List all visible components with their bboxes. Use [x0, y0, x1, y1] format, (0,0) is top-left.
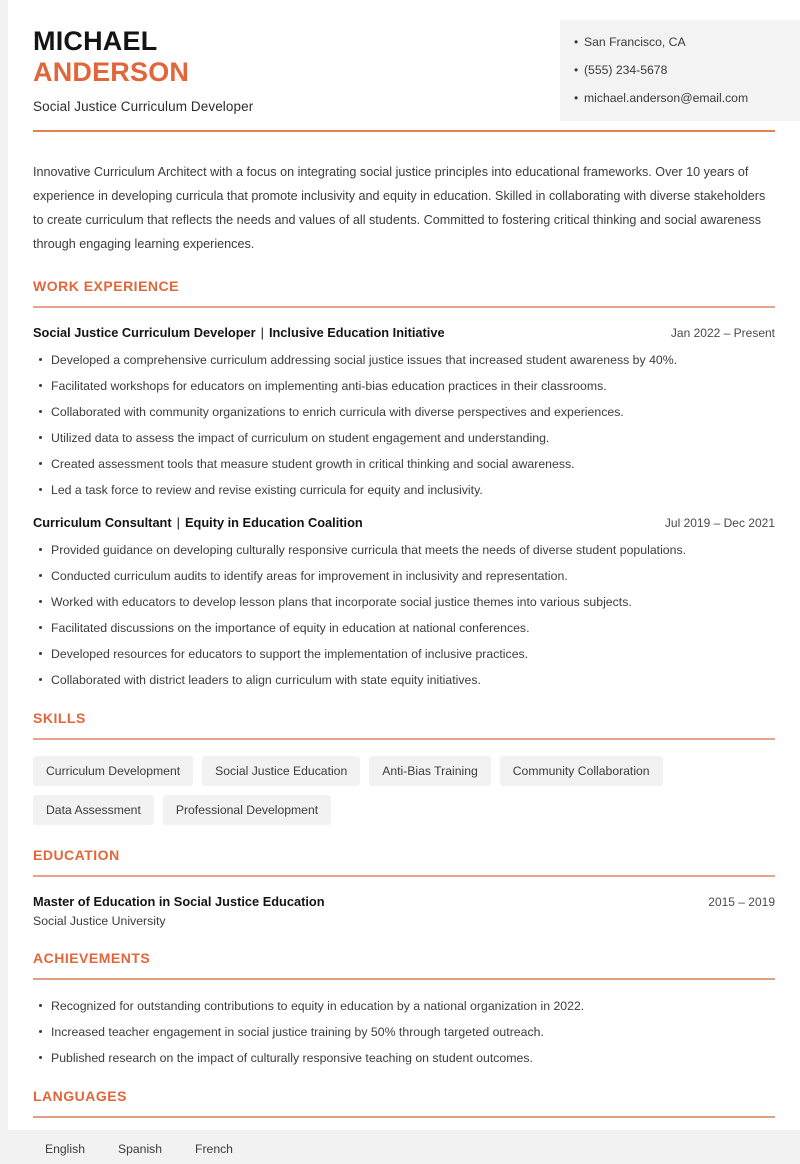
section-divider [33, 1116, 775, 1118]
section-divider [33, 978, 775, 980]
experience-entry [33, 515, 775, 688]
section-languages [33, 1088, 775, 1164]
experience-title-line [33, 515, 363, 530]
contact-info-box [560, 20, 800, 121]
list-item: Worked with educators to develop lesson plans that incorporate social justice themes into various subjects. [33, 594, 775, 610]
list-item: Developed a comprehensive curriculum addressing social justice issues that increased student awareness by 40%. [33, 352, 775, 368]
list-item: Collaborated with community organizations to enrich curricula with diverse perspectives and experiences. [33, 404, 775, 420]
education-entry [33, 894, 775, 928]
list-item: Recognized for outstanding contributions to equity in education by a national organization in 2022. [33, 998, 775, 1014]
first-name: MICHAEL [33, 26, 158, 56]
experience-role: Social Justice Curriculum Developer [33, 325, 256, 340]
list-item: Developed resources for educators to support the implementation of inclusive practices. [33, 646, 775, 662]
section-divider [33, 738, 775, 740]
experience-bullet-list [33, 352, 775, 498]
list-item: Published research on the impact of culturally responsive teaching on student outcomes. [33, 1050, 775, 1066]
bullet-icon: • [574, 63, 579, 77]
experience-date: Jul 2019 – Dec 2021 [664, 516, 775, 530]
experience-entry-header [33, 325, 775, 340]
experience-entry-header [33, 515, 775, 530]
title-separator: | [176, 515, 180, 530]
professional-title: Social Justice Curriculum Developer [33, 99, 254, 114]
bullet-icon: • [574, 35, 579, 49]
resume-page [8, 0, 800, 1156]
list-item: Increased teacher engagement in social justice training by 50% through targeted outreach. [33, 1024, 775, 1040]
skill-chip: Curriculum Development [33, 756, 193, 786]
languages-chip-list [33, 1134, 775, 1164]
language-chip: Spanish [106, 1134, 174, 1164]
list-item: Created assessment tools that measure student growth in critical thinking and social awareness. [33, 456, 775, 472]
experience-role: Curriculum Consultant [33, 515, 172, 530]
section-title-education: EDUCATION [33, 847, 120, 863]
section-skills [33, 710, 775, 825]
list-item: Conducted curriculum audits to identify areas for improvement in inclusivity and representation. [33, 568, 775, 584]
name-block [33, 26, 253, 114]
section-work-experience [33, 278, 775, 688]
education-degree: Master of Education in Social Justice Education [33, 894, 325, 909]
contact-phone [574, 62, 784, 79]
list-item: Collaborated with district leaders to align curriculum with state equity initiatives. [33, 672, 775, 688]
professional-summary: Innovative Curriculum Architect with a focus on integrating social justice principles into educational frameworks. Over 10 years of experience in developing curricula that promote inclusivity and equity in education. Skilled in collaborating with diverse stakeholders to create curriculum that reflects the needs and values of all students. Committed to fostering critical thinking and social awareness through engaging learning experiences. [33, 165, 766, 251]
experience-title-line [33, 325, 445, 340]
contact-location-text: San Francisco, CA [584, 35, 686, 49]
contact-location [574, 34, 784, 51]
section-divider [33, 875, 775, 877]
skill-chip: Professional Development [163, 795, 331, 825]
experience-bullet-list [33, 542, 775, 688]
resume-header [8, 0, 800, 120]
section-title-achievements: ACHIEVEMENTS [33, 950, 151, 966]
list-item: Facilitated workshops for educators on implementing anti-bias education practices in their classrooms. [33, 378, 775, 394]
list-item: Provided guidance on developing culturally responsive curricula that meets the needs of diverse student populations. [33, 542, 775, 558]
contact-phone-text: (555) 234-5678 [584, 63, 668, 77]
experience-date: Jan 2022 – Present [670, 326, 775, 340]
list-item: Facilitated discussions on the importance of equity in education at national conferences. [33, 620, 775, 636]
title-separator: | [260, 325, 264, 340]
education-institution: Social Justice University [33, 914, 166, 928]
section-title-work-experience: WORK EXPERIENCE [33, 278, 179, 294]
section-achievements [33, 950, 775, 1066]
skill-chip: Data Assessment [33, 795, 154, 825]
experience-entry [33, 325, 775, 498]
bullet-icon: • [574, 91, 579, 105]
achievements-list [33, 998, 775, 1066]
list-item: Utilized data to assess the impact of curriculum on student engagement and understanding. [33, 430, 775, 446]
last-name: ANDERSON [33, 57, 190, 87]
section-divider [33, 306, 775, 308]
experience-organization: Inclusive Education Initiative [268, 325, 445, 340]
header-divider [33, 130, 775, 132]
section-title-skills: SKILLS [33, 710, 86, 726]
skills-chip-list [33, 756, 775, 825]
experience-organization: Equity in Education Coalition [184, 515, 363, 530]
skill-chip: Community Collaboration [500, 756, 663, 786]
skill-chip: Anti-Bias Training [369, 756, 491, 786]
education-entry-header [33, 894, 775, 909]
resume-body [33, 160, 775, 1164]
contact-email[interactable] [574, 90, 784, 107]
language-chip: French [183, 1134, 245, 1164]
language-chip: English [33, 1134, 97, 1164]
section-title-languages: LANGUAGES [33, 1088, 127, 1104]
contact-email-text[interactable]: michael.anderson@email.com [584, 91, 749, 105]
education-date: 2015 – 2019 [708, 895, 775, 909]
section-education [33, 847, 775, 928]
skill-chip: Social Justice Education [202, 756, 360, 786]
list-item: Led a task force to review and revise existing curricula for equity and inclusivity. [33, 482, 775, 498]
